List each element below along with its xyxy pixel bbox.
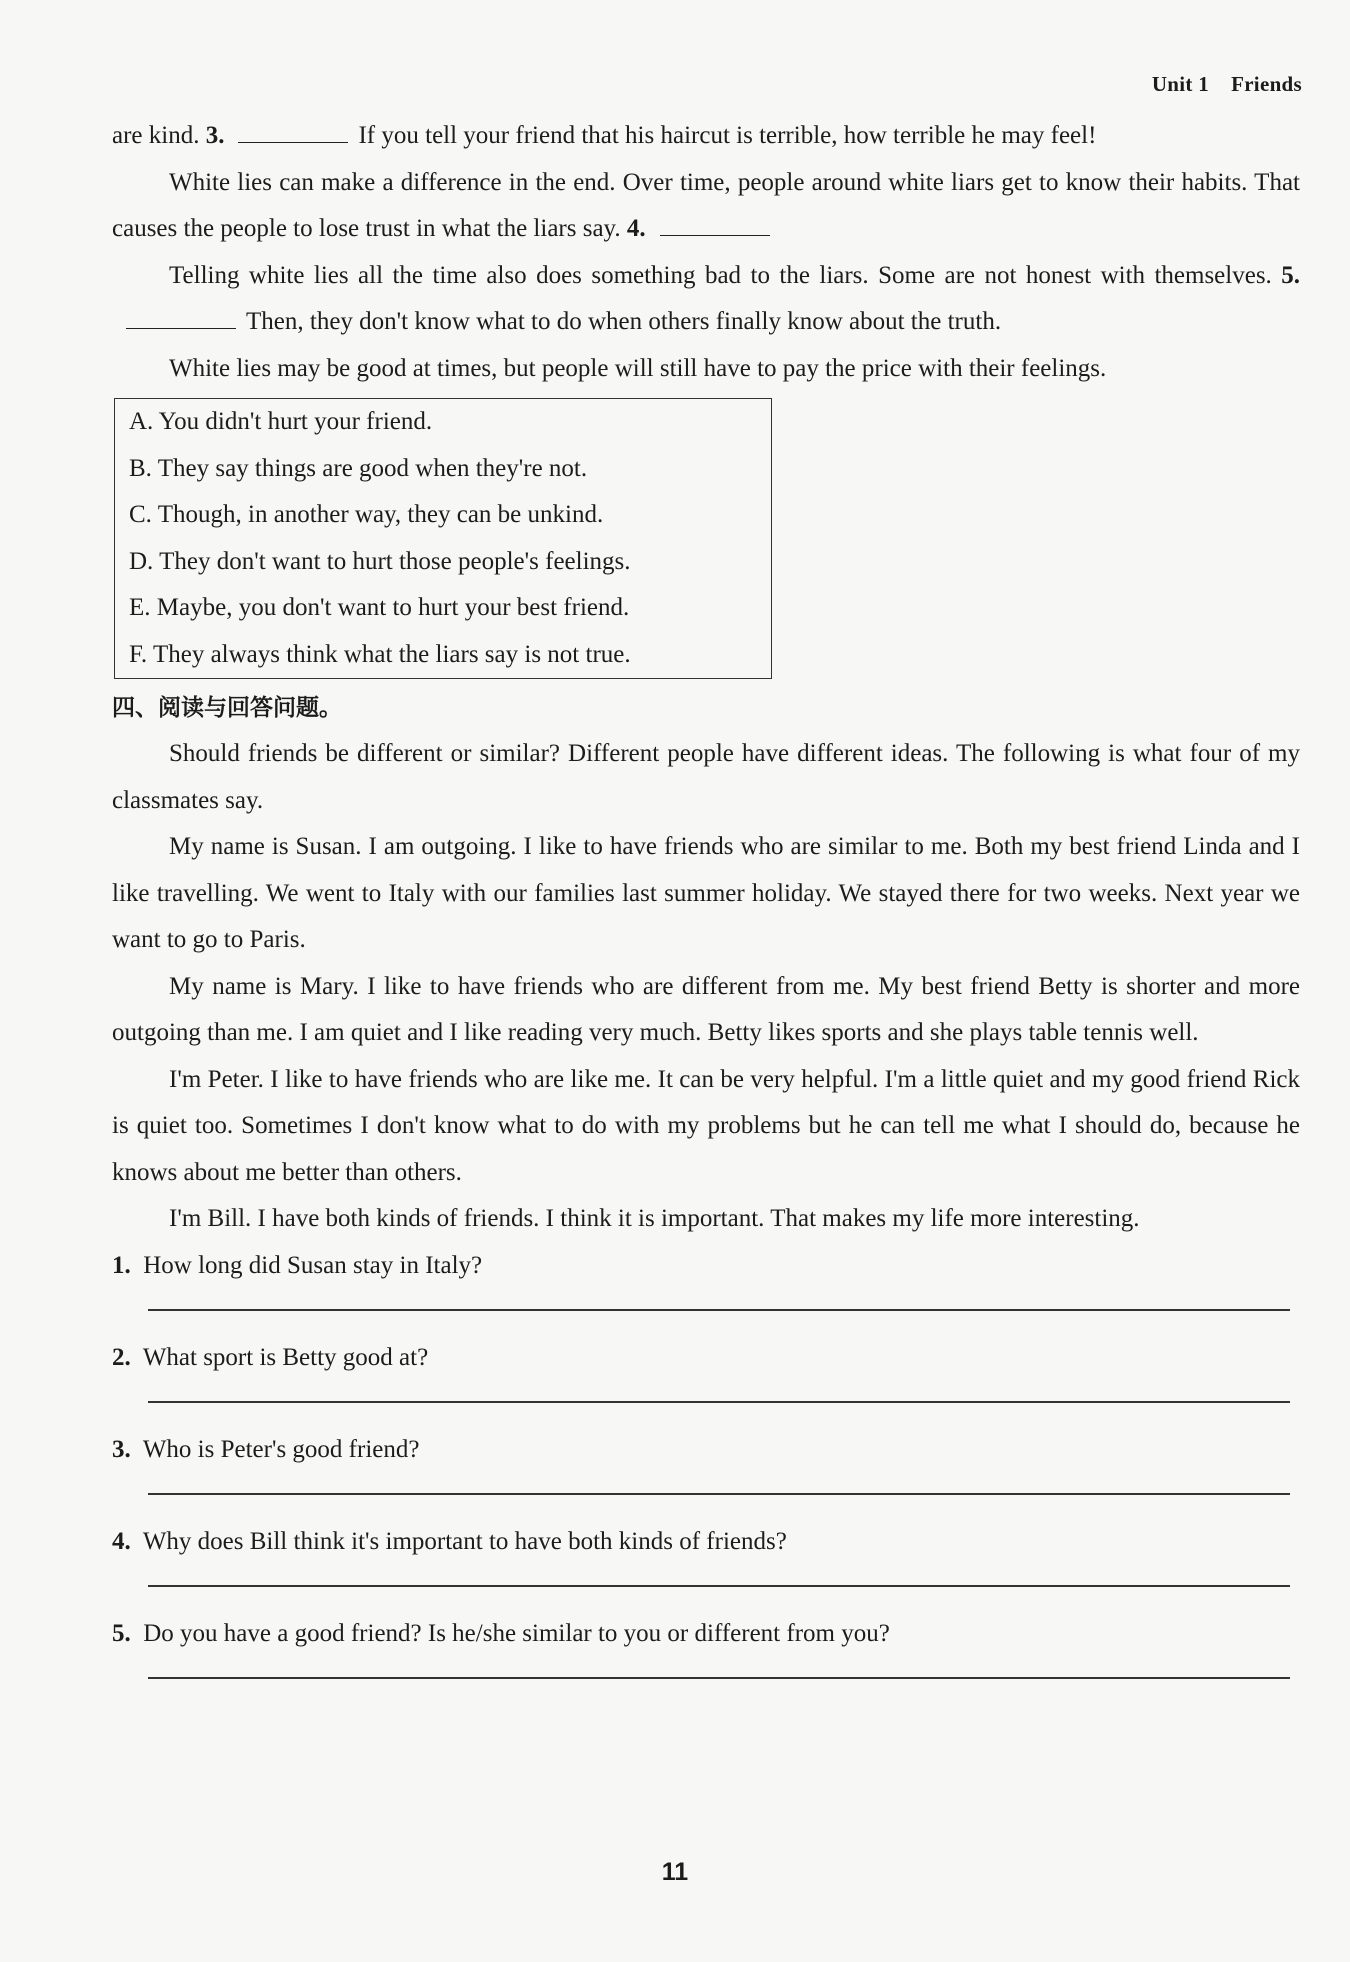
passage-text: White lies can make a difference in the end. Over time, people around white liars get to know their habits. That causes the people to lose trust in what the liars say. [112, 168, 1300, 242]
question-2 [112, 1335, 1300, 1403]
passage-paragraph [112, 253, 1300, 346]
passage-text: Telling white lies all the time also does something bad to the liars. Some are not honest with themselves. [169, 261, 1272, 289]
answer-blank-4[interactable] [660, 213, 770, 236]
passage-paragraph: White lies may be good at times, but people will still have to pay the price with their feelings. [169, 354, 1107, 382]
question-text: How long did Susan stay in Italy? [143, 1251, 483, 1279]
question-5 [112, 1611, 1300, 1679]
question-number: 3. [112, 1435, 131, 1463]
page-header [1152, 72, 1302, 97]
answer-line[interactable] [148, 1309, 1290, 1311]
page-content [112, 113, 1300, 1703]
question-text: Who is Peter's good friend? [142, 1435, 420, 1463]
option-e: E. Maybe, you don't want to hurt your best friend. [129, 594, 630, 621]
reading-paragraph: I'm Peter. I like to have friends who are like me. It can be very helpful. I'm a little quiet and my good friend Rick is quiet too. Sometimes I don't know what to do with my problems but he can tell me what I should do, because he knows about me better than others. [112, 1065, 1300, 1186]
page-number: 11 [661, 1858, 689, 1886]
answer-blank-3[interactable] [238, 120, 348, 143]
reading-paragraph: I'm Bill. I have both kinds of friends. I think it is important. That makes my life more interesting. [169, 1205, 1140, 1232]
question-3 [112, 1427, 1300, 1495]
option-d: D. They don't want to hurt those people's feelings. [129, 547, 631, 575]
reading-paragraph: My name is Susan. I am outgoing. I like to have friends who are similar to me. Both my best friend Linda and I like travelling. We went to Italy with our families last summer holiday. We stayed there for two weeks. Next year we want to go to Paris. [112, 833, 1300, 953]
unit-label: Unit 1 [1151, 72, 1210, 96]
question-number: 4. [112, 1527, 131, 1555]
passage-text: are kind. [112, 122, 200, 149]
answer-blank-5[interactable] [126, 306, 236, 329]
question-text: What sport is Betty good at? [142, 1343, 429, 1371]
option-b: B. They say things are good when they're not. [129, 454, 588, 482]
answer-line[interactable] [148, 1677, 1290, 1679]
reading-paragraph: Should friends be different or similar? Different people have different ideas. The following is what four of my classmates say. [112, 740, 1300, 814]
reading-paragraph: My name is Mary. I like to have friends who are different from me. My best friend Betty is shorter and more outgoing than me. I am quiet and I like reading very much. Betty likes sports and she plays table tennis well. [112, 972, 1300, 1046]
question-number: 2. [112, 1343, 131, 1371]
question-text: Do you have a good friend? Is he/she similar to you or different from you? [143, 1619, 890, 1647]
question-number: 5. [112, 1619, 131, 1647]
blank-number: 4. [626, 215, 646, 242]
passage-paragraph [112, 113, 1300, 160]
passage-text: If you tell your friend that his haircut is terrible, how terrible he may feel! [358, 122, 1097, 149]
blank-number: 3. [205, 122, 225, 149]
question-4 [112, 1519, 1300, 1587]
question-number: 1. [112, 1251, 131, 1279]
answer-line[interactable] [148, 1401, 1290, 1403]
answer-line[interactable] [148, 1493, 1290, 1495]
options-box [114, 398, 772, 679]
option-a: A. You didn't hurt your friend. [129, 408, 433, 435]
passage-paragraph [112, 160, 1300, 253]
section-title: 四、阅读与回答问题。 [112, 695, 342, 721]
blank-number: 5. [1281, 261, 1301, 289]
question-text: Why does Bill think it's important to have both kinds of friends? [142, 1527, 787, 1555]
unit-title: Friends [1231, 72, 1302, 96]
option-f: F. They always think what the liars say is not true. [129, 640, 631, 668]
answer-line[interactable] [148, 1585, 1290, 1587]
question-1 [112, 1243, 1300, 1311]
option-c: C. Though, in another way, they can be unkind. [129, 501, 604, 528]
passage-text: Then, they don't know what to do when others finally know about the truth. [246, 308, 1002, 335]
